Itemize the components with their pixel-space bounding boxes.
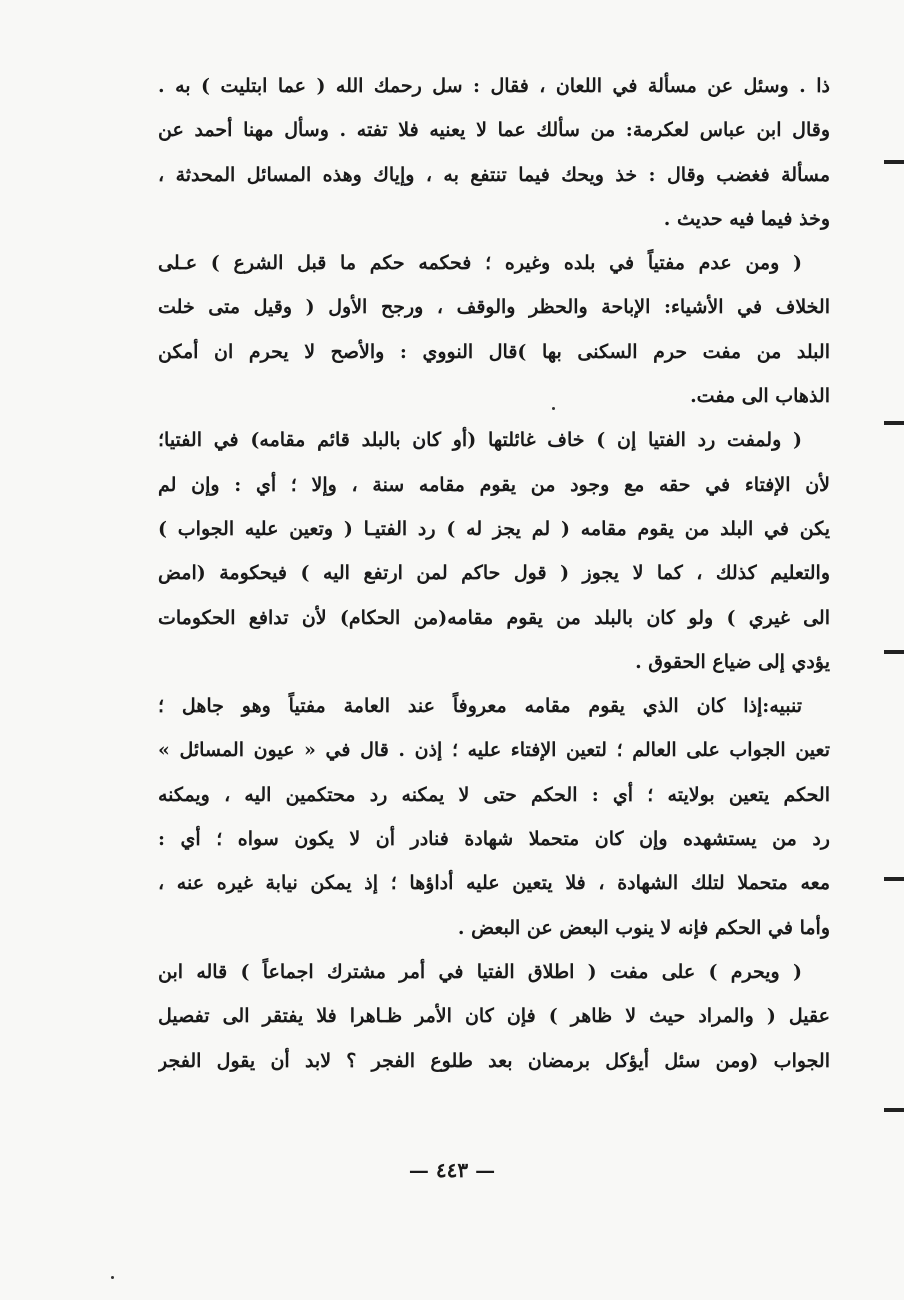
- paragraph-start-line: ( ومن عدم مفتياً في بلده وغيره ؛ فحكمه حكم ما قبل الشرع ) عـلى: [158, 252, 802, 275]
- margin-mark: [884, 421, 904, 425]
- paragraph-start-line: تنبيه:إذا كان الذي يقوم مقامه معروفاً عند العامة مفتياً وهو جاهل ؛: [158, 695, 802, 718]
- text-line: يكن في البلد من يقوم مقامه ( لم يجز له ) رد الفتيـا ( وتعين عليه الجواب ): [158, 517, 830, 540]
- text-line: وقال ابن عباس لعكرمة: من سألك عما لا يعنيه فلا تفته . وسأل مهنا أحمد عن: [158, 119, 830, 142]
- text-line: الى غيري ) ولو كان بالبلد من يقوم مقامه(من الحكام) لأن تدافع الحكومات: [158, 606, 830, 629]
- paragraph-start-line: ( ولمفت رد الفتيا إن ) خاف غائلتها (أو كان بالبلد قائم مقامه) في الفتيا؛: [158, 429, 802, 452]
- text-line: الجواب (ومن سئل أيؤكل برمضان بعد طلوع الفجر ؟ لابد أن يقول الفجر: [158, 1049, 830, 1072]
- text-line: ذا . وسئل عن مسألة في اللعان ، فقال : سل رحمك الله ( عما ابتليت ) به .: [158, 75, 830, 97]
- text-line: تعين الجواب على العالم ؛ لتعين الإفتاء عليه ؛ إذن . قال في « عيون المسائل »: [158, 739, 830, 762]
- text-line: الخلاف في الأشياء: الإباحة والحظر والوقف ، ورجح الأول ( وقيل متى خلت: [158, 296, 830, 319]
- text-line: معه متحملا لتلك الشهادة ، فلا يتعين عليه أداؤها ؛ إذ يمكن نيابة غيره عنه ،: [158, 872, 830, 895]
- ink-speck: [111, 1276, 114, 1279]
- paragraph-start-line: ( ويحرم ) على مفت ( اطلاق الفتيا في أمر مشترك اجماعاً ) قاله ابن: [158, 960, 802, 983]
- margin-mark: [884, 1108, 904, 1112]
- text-line: رد من يستشهده وإن كان متحملا شهادة فنادر أن لا يكون سواه ؛ أي :: [158, 828, 830, 851]
- text-line: مسألة فغضب وقال : خذ ويحك فيما تنتفع به ، وإياك وهذه المسائل المحدثة ،: [158, 163, 830, 186]
- body-text: [158, 64, 830, 1083]
- ink-speck: [552, 407, 555, 410]
- text-line: وأما في الحكم فإنه لا ينوب البعض عن البعض .: [457, 916, 830, 939]
- text-line: الحكم يتعين بولايته ؛ أي : الحكم حتى لا يمكنه رد محتكمين اليه ، ويمكنه: [158, 783, 830, 806]
- text-line: والتعليم كذلك ، كما لا يجوز ( قول حاكم لمن ارتفع اليه ) فيحكومة (امض: [158, 562, 830, 585]
- text-line: عقيل ( والمراد حيث لا ظاهر ) فإن كان الأمر ظـاهرا فلا يفتقر الى تفصيل: [158, 1005, 830, 1028]
- text-line: لأن الإفتاء في حقه مع وجود من يقوم مقامه سنة ، وإلا ؛ أي : وإن لم: [158, 473, 830, 496]
- margin-mark: [884, 650, 904, 654]
- text-line: الذهاب الى مفت.: [690, 385, 830, 408]
- text-line: البلد من مفت حرم السكنى بها )قال النووي : والأصح لا يحرم ان أمكن: [158, 340, 830, 363]
- margin-mark: [884, 160, 904, 164]
- margin-mark: [884, 877, 904, 881]
- page-number: — ٤٤٣ —: [408, 1158, 496, 1182]
- text-line: وخذ فيما فيه حديث .: [663, 207, 830, 230]
- text-line: يؤدي إلى ضياع الحقوق .: [635, 650, 830, 673]
